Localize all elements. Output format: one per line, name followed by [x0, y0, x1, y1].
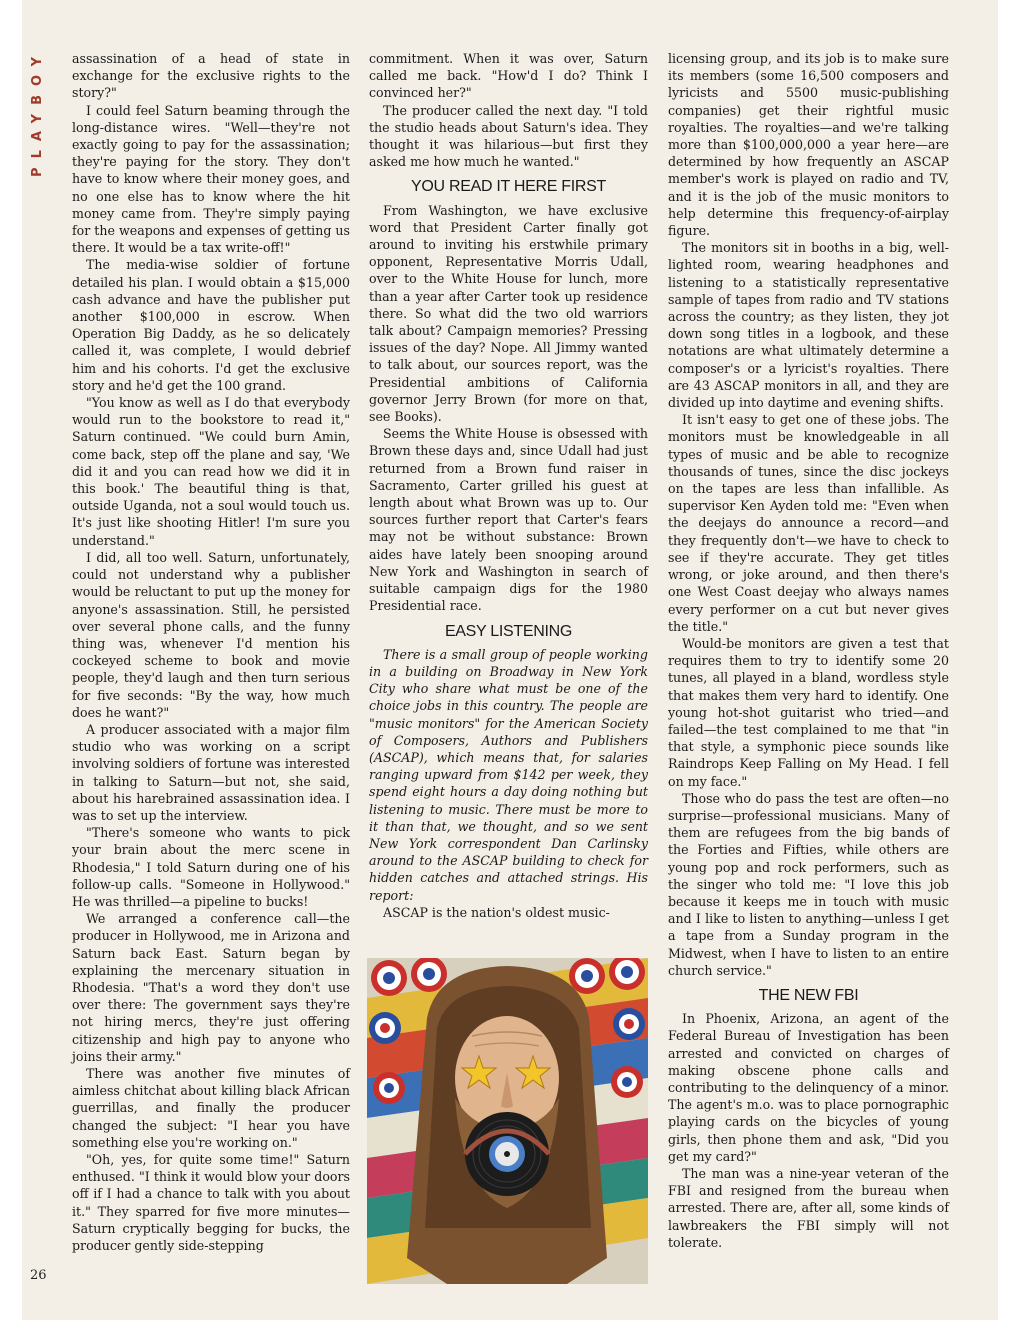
- paragraph: It isn't easy to get one of these jobs. The monitors must be knowledgeable in all types of music and be able to recognize thousands of tunes, since the disc jockeys on the tapes are less than infallible. As supervisor Ken Ayden told me: "Even when the deejays do announce a record—and they frequently don't—we have to check to see if they're accurate. They get titles wrong, or joke around, and then there's one West Coast deejay who always names every performer on a cut but never gives the title.": [668, 412, 949, 634]
- column-2: [369, 50, 648, 921]
- paragraph: "Oh, yes, for quite some time!" Saturn enthused. "I think it would blow your doors off if I had a chance to talk with you about it." They sparred for five more minutes—Saturn cryptically begging for bucks, the producer gently side-stepping: [72, 1152, 350, 1254]
- section-heading-you-read-it-here-first: YOU READ IT HERE FIRST: [411, 178, 606, 196]
- paragraph: "You know as well as I do that everybody would run to the bookstore to read it," Saturn continued. "We could burn Amin, come back, step off the plane and say, 'We did it and you can read how we did it in this book.' The beautiful thing is that, outside Uganda, not a soul would touch us. It's just like shooting Hitler! I'm sure you understand.": [72, 395, 350, 548]
- paragraph: The man was a nine-year veteran of the FBI and resigned from the bureau when arrested. There are, after all, some kinds of lawbreakers the FBI simply will not tolerate.: [668, 1166, 949, 1250]
- paragraph: A producer associated with a major film studio who was working on a script involving soldiers of fortune was interested in talking to Saturn—but not, she said, about his harebrained assassination idea. I was to set up the interview.: [72, 721, 350, 823]
- section-heading-easy-listening: EASY LISTENING: [444, 622, 573, 640]
- paragraph: The media-wise soldier of fortune detailed his plan. I would obtain a $15,000 cash advance and have the publisher put another $100,000 in escrow. When Operation Big Daddy, as he so delicately called it, was complete, I would debrief him and his cohorts. I'd get the exclusive story and he'd get the 100 grand.: [72, 257, 350, 393]
- paragraph: Would-be monitors are given a test that requires them to try to identify some 20 tunes, all played in a bland, wordless style that makes them very hard to identify. One young hot-shot guitarist who tried—and failed—the test complained to me that "in that style, a symphonic piece sounds like Raindrops Keep Falling on My Head. I fell on my face.": [668, 635, 949, 789]
- illustration: [367, 958, 648, 1284]
- paragraph: The producer called the next day. "I told the studio heads about Saturn's idea. They thought it was hilarious—but first they asked me how much he wanted.": [369, 102, 648, 170]
- paragraph: Seems the White House is obsessed with Brown these days and, since Udall had just returned from a Brown fund raiser in Sacramento, Carter grilled his guest at length about what Brown was up to. Our sources further report that Carter's fears may not be without substance: Brown aides have lately been snooping around New York and Washington in search of suitable campaign digs for the 1980 Presidential race.: [369, 426, 648, 614]
- page-number: 26: [30, 1268, 47, 1283]
- vinyl-record-icon: [465, 1112, 549, 1196]
- paragraph: I did, all too well. Saturn, unfortunately, could not understand why a publisher would be reluctant to put up the money for anyone's assassination. Still, he persisted over several phone calls, and the funny thing was, whenever I'd mention his cockeyed scheme to book and movie people, they'd laugh and then turn serious for five seconds: "By the way, how much does he want?": [72, 549, 350, 720]
- paragraph: ASCAP is the nation's oldest music-: [383, 904, 610, 920]
- paragraph: I could feel Saturn beaming through the long-distance wires. "Well—they're not exactly going to pay for the assassination; they're paying for the story. They don't have to know where their money goes, and no one else has to know where the hit money came from. They're simply paying for the weapons and expenses of getting us there. It would be a tax write-off!": [72, 102, 350, 256]
- paragraph: licensing group, and its job is to make sure its members (some 16,500 composers and lyricists and 5500 music-publishing companies) get their rightful music royalties. The royalties—and we're talking more than $100,000,000 a year here—are determined by how frequently an ASCAP member's work is played on radio and TV, and it is the job of the music monitors to help determine this frequency-of-airplay figure.: [668, 51, 949, 239]
- paragraph: We arranged a conference call—the producer in Hollywood, me in Arizona and Saturn back East. Saturn began by explaining the mercenary situation in Rhodesia. "That's a word they don't use over there: The government says they're not hiring mercs, they're just offering citizenship and high pay to anyone who joins their army.": [72, 911, 350, 1064]
- paragraph: Those who do pass the test are often—no surprise—professional musicians. Many of them are refugees from the big bands of the Forties and Fifties, while others are young pop and rock performers, such as the singer who told me: "I love this job because it keeps me in touch with music and I like to listen to anything—unless I get a tape from a Sunday program in the Midwest, when I have to listen to an entire church service.": [668, 790, 949, 978]
- paragraph: commitment. When it was over, Saturn called me back. "How'd I do? Think I convinced her?": [369, 51, 648, 101]
- paragraph: From Washington, we have exclusive word that President Carter finally got around to inviting his erstwhile primary opponent, Representative Morris Udall, over to the White House for lunch, more than a year after Carter took up residence there. So what did the two old warriors talk about? Campaign memories? Pressing issues of the day? Nope. All Jimmy wanted to talk about, our sources report, was the Presidential ambitions of California governor Jerry Brown (for more on that, see Books).: [369, 202, 648, 425]
- paragraph: The monitors sit in booths in a big, well-lighted room, wearing headphones and listening to a statistically representative sample of tapes from radio and TV stations across the country; as they listen, they jot down song titles in a logbook, and these notations are what ultimately determine a composer's or a lyricist's royalties. There are 43 ASCAP monitors in all, and they are divided up into daytime and evening shifts.: [668, 240, 949, 411]
- paragraph: "There's someone who wants to pick your brain about the merc scene in Rhodesia," I told Saturn during one of his follow-up calls. "Someone in Hollywood." He was thrilled—a pipeline to bucks!: [72, 825, 350, 909]
- column-3: [668, 50, 949, 1251]
- illustration-art: [367, 958, 648, 1284]
- section-heading-the-new-fbi: THE NEW FBI: [758, 986, 859, 1004]
- paragraph: There was another five minutes of aimless chitchat about killing black African guerrillas, and finally the producer changed the subject: "I hear you have something else you're working on.": [72, 1065, 350, 1150]
- paragraph: In Phoenix, Arizona, an agent of the Federal Bureau of Investigation has been arrested and convicted on charges of making obscene phone calls and contributing to the delinquency of a minor. The agent's m.o. was to place pornographic playing cards on the bicycles of young girls, then phone them and ask, "Did you get my card?": [668, 1011, 949, 1164]
- intro-italic-paragraph: There is a small group of people working in a building on Broadway in New York City who share what must be one of the choice jobs in this country. The people are "music monitors" for the American Society of Composers, Authors and Publishers (ASCAP), which means that, for salaries ranging upward from $142 per week, they spend eight hours a day doing nothing but listening to music. There must be more to it than that, we thought, and so we sent New York correspondent Dan Carlinsky around to the ASCAP building to check for hidden catches and attached strings. His report:: [369, 646, 648, 903]
- magazine-sidebar-label: PLAYBOY: [30, 48, 45, 177]
- paragraph: assassination of a head of state in exchange for the exclusive rights to the story?": [72, 51, 350, 101]
- column-1: [72, 50, 350, 1254]
